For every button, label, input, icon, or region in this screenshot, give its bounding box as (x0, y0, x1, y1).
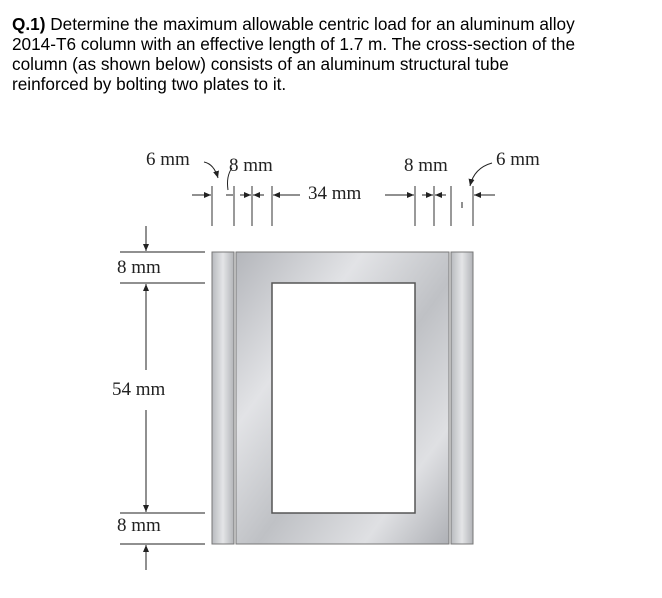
left-plate (212, 252, 234, 544)
question-number: Q.1) (12, 14, 46, 34)
right-plate (451, 252, 473, 544)
dim-label-inner-width: 34 mm (308, 183, 362, 204)
question-line-2: 2014-T6 column with an effective length of 1.7 m. The cross-section of the (12, 34, 576, 54)
question-line-4: reinforced by bolting two plates to it. (12, 74, 287, 94)
dim-label-plate-left: 6 mm (146, 149, 190, 170)
dim-label-wall-bottom: 8 mm (117, 515, 161, 536)
tube-inner-opening (272, 283, 415, 513)
question-line-3: column (as shown below) consists of an aluminum structural tube (12, 54, 509, 74)
dim-label-wall-top: 8 mm (117, 257, 161, 278)
dim-label-wall-left: 8 mm (229, 155, 273, 176)
dim-label-wall-right: 8 mm (404, 155, 448, 176)
question-line-1-text: Determine the maximum allowable centric load for an aluminum alloy (50, 14, 575, 34)
dim-label-plate-right: 6 mm (496, 149, 540, 170)
dim-label-inner-height: 54 mm (112, 379, 166, 400)
